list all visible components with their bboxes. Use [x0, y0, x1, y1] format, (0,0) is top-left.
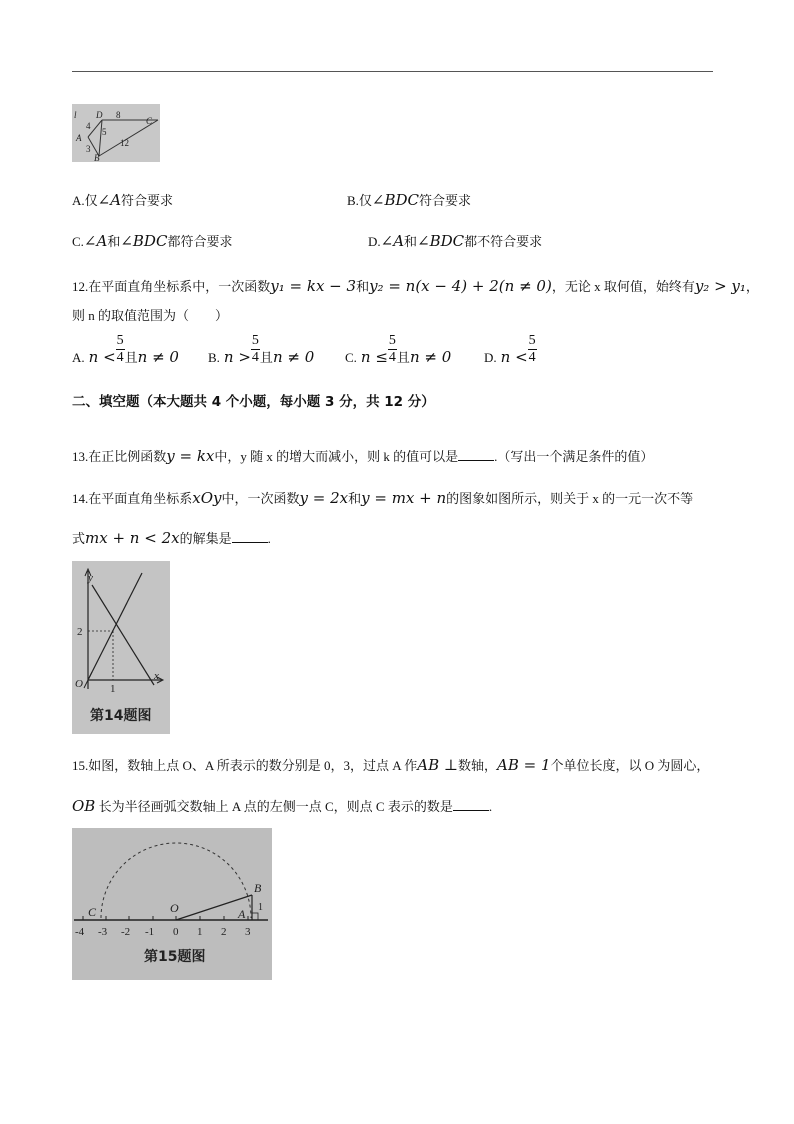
q12-option-c-rel: n ≤ — [360, 348, 388, 366]
q12-math-ineq: y₂ > y₁ — [694, 277, 746, 295]
q11-option-d-post: 都不符合要求 — [464, 234, 543, 249]
q12-option-b-and: 且 — [259, 350, 273, 365]
q11-option-a[interactable] — [72, 190, 173, 209]
q12-text-a: 12.在平面直角坐标系中，一次函数 — [72, 279, 271, 294]
q11-label-A: A — [76, 133, 82, 143]
q15-right-angle — [252, 913, 258, 920]
q12-option-d-den: 4 — [528, 350, 536, 365]
q12-option-b-cond: n ≠ 0 — [272, 348, 315, 366]
q11-option-b-math: ∠BDC — [371, 191, 420, 209]
q12-text-b: 和 — [356, 279, 370, 294]
q12-text-c: ，无论 x 取何值，始终有 — [551, 279, 695, 294]
q14-label-y: y — [88, 572, 93, 584]
q14-label-1: 1 — [110, 683, 116, 695]
q14-label-2: 2 — [77, 626, 83, 638]
q12-option-c-cond: n ≠ 0 — [409, 348, 452, 366]
q15-math-ob: OB — [72, 797, 96, 815]
q11-label-l: l — [74, 110, 77, 120]
q11-option-d[interactable] — [368, 231, 542, 250]
q12-option-c-and: 且 — [396, 350, 410, 365]
q14-caption: 第14题图 — [90, 708, 152, 724]
q15-figure — [72, 828, 272, 980]
q11-option-d-pre: D. — [368, 234, 381, 249]
q11-option-a-post: 符合要求 — [121, 193, 174, 208]
q11-option-d-math2: ∠BDC — [417, 232, 465, 250]
q14-stem-line1 — [72, 488, 693, 507]
q15-text-line2: 长为半径画弧交数轴上 A 点的左侧一点 C，则点 C 表示的数是 — [98, 799, 453, 814]
q12-option-c-label: C. — [345, 350, 357, 365]
q12-option-d-label: D. — [484, 350, 497, 365]
q12-option-c-frac — [388, 333, 397, 366]
q12-math-y2: y₂ = n(x − 4) + 2(n ≠ 0) — [369, 277, 552, 295]
q11-option-b[interactable] — [347, 190, 471, 209]
header-rule — [72, 71, 713, 72]
q14-math-y2x: y = 2x — [299, 489, 349, 507]
q13-stem — [72, 446, 653, 465]
q11-option-c-post: 都符合要求 — [167, 234, 233, 249]
q14-line-y-mx-n — [92, 585, 154, 685]
q13-text-a: 13.在正比例函数 — [72, 449, 167, 464]
q14-answer-blank[interactable] — [232, 530, 268, 543]
q11-option-c-pre: C. — [72, 234, 84, 249]
q12-option-a-den: 4 — [116, 350, 124, 365]
q12-option-b-den: 4 — [251, 350, 259, 365]
q15-label-C: C — [88, 905, 97, 919]
q15-tick-label: -4 — [75, 926, 85, 938]
q11-option-a-math: ∠A — [97, 191, 122, 209]
q11-option-d-mid: 和 — [404, 234, 418, 249]
q11-label-5: 5 — [102, 127, 107, 137]
q12-option-a-rel: n < — [88, 348, 116, 366]
q12-option-b[interactable] — [208, 333, 314, 366]
q12-option-a-num: 5 — [116, 333, 124, 348]
q14-label-O: O — [75, 678, 83, 690]
q12-option-c-den: 4 — [388, 350, 396, 365]
q11-label-D: D — [96, 110, 103, 120]
q15-text-c: 个单位长度，以 O 为圆心， — [550, 758, 710, 773]
q12-stem-line2: 则 n 的取值范围为（ ） — [72, 308, 229, 323]
q15-caption: 第15题图 — [144, 949, 206, 965]
q11-label-3: 3 — [86, 144, 91, 154]
q12-option-a[interactable] — [72, 333, 179, 366]
q14-text-line2-b: 的解集是 — [179, 531, 232, 546]
q14-figure-svg — [72, 561, 170, 734]
q12-option-b-frac — [251, 333, 260, 366]
q11-label-12: 12 — [120, 138, 129, 148]
q14-math-xoy: xOy — [192, 489, 222, 507]
q12-option-d-rel: n < — [500, 348, 528, 366]
q14-text-line2-c: . — [267, 531, 271, 546]
q12-option-c-num: 5 — [388, 333, 396, 348]
q11-option-c-math1: ∠A — [83, 232, 108, 250]
q12-option-a-cond: n ≠ 0 — [137, 348, 179, 366]
q14-text-line2-a: 式 — [72, 531, 86, 546]
q14-stem-line2 — [72, 528, 271, 547]
q15-tick-label: -2 — [121, 926, 131, 938]
q12-option-b-rel: n > — [223, 348, 251, 366]
q15-text-line2-end: . — [488, 799, 493, 814]
q11-option-a-pre: A.仅 — [72, 193, 98, 208]
q14-label-x: x — [154, 670, 159, 682]
q12-option-a-frac — [116, 333, 125, 366]
q15-label-O: O — [170, 901, 179, 915]
q15-figure-svg — [72, 828, 272, 980]
q13-text-c: .（写出一个满足条件的值） — [494, 449, 654, 464]
q15-label-B: B — [254, 881, 262, 895]
q14-text-c: 和 — [348, 491, 362, 506]
q11-figure-svg — [72, 104, 160, 162]
q11-label-8: 8 — [116, 110, 121, 120]
q12-option-b-num: 5 — [251, 333, 259, 348]
q15-tick-label: -3 — [98, 926, 108, 938]
q12-option-d-frac — [528, 333, 537, 366]
q11-option-c[interactable] — [72, 231, 232, 250]
q11-option-c-math2: ∠BDC — [120, 232, 168, 250]
q11-label-C: C — [146, 116, 153, 126]
q15-tick-label: 3 — [245, 926, 251, 938]
q11-option-d-math1: ∠A — [380, 232, 405, 250]
q11-figure — [72, 104, 160, 162]
q14-text-b: 中，一次函数 — [221, 491, 300, 506]
q15-tick-label: 2 — [221, 926, 227, 938]
q12-option-c[interactable] — [345, 333, 451, 366]
q15-tick-label: -1 — [145, 926, 155, 938]
q15-math-perp: AB ⊥ — [417, 756, 458, 774]
q12-option-b-label: B. — [208, 350, 220, 365]
q15-tick-label: 0 — [173, 926, 179, 938]
q12-stem-line1 — [72, 276, 759, 295]
q15-label-A: A — [238, 907, 246, 921]
q11-option-b-pre: B.仅 — [347, 193, 372, 208]
q12-option-d-num: 5 — [528, 333, 536, 348]
q13-text-b: 中，y 随 x 的增大而减小，则 k 的值可以是 — [214, 449, 459, 464]
q15-label-1: 1 — [258, 902, 263, 913]
q15-stem-line1 — [72, 755, 709, 774]
q15-tick-labels — [75, 926, 251, 938]
q14-text-a: 14.在平面直角坐标系 — [72, 491, 193, 506]
q12-option-d[interactable] — [484, 333, 537, 366]
q15-text-b: 数轴， — [457, 758, 497, 773]
q12-math-y1: y₁ = kx − 3 — [270, 277, 357, 295]
q15-text-a: 15.如图，数轴上点 O、A 所表示的数分别是 0，3，过点 A 作 — [72, 758, 418, 773]
q12-text-d: ， — [745, 279, 759, 294]
q15-math-ab1: AB = 1 — [496, 756, 551, 774]
q15-stem-line2 — [72, 796, 492, 815]
q12-option-a-label: A. — [72, 350, 85, 365]
q13-answer-blank[interactable] — [458, 448, 494, 461]
q15-tick-label: 1 — [197, 926, 203, 938]
q11-label-4: 4 — [86, 121, 91, 131]
q14-line-y-2x — [88, 573, 142, 680]
q11-option-b-post: 符合要求 — [419, 193, 472, 208]
section-2-title: 二、填空题（本大题共 4 个小题，每小题 3 分，共 12 分） — [72, 394, 435, 410]
q12-option-a-and: 且 — [124, 350, 138, 365]
q11-option-c-mid: 和 — [107, 234, 121, 249]
q14-math-inequality: mx + n < 2x — [85, 529, 180, 547]
q14-math-ymxn: y = mx + n — [361, 489, 447, 507]
q15-answer-blank[interactable] — [453, 798, 489, 811]
q14-figure — [72, 561, 170, 734]
q11-label-B: B — [94, 153, 100, 162]
q14-text-d: 的图象如图所示，则关于 x 的一元一次不等 — [446, 491, 694, 506]
q13-math-function: y = kx — [166, 447, 215, 465]
